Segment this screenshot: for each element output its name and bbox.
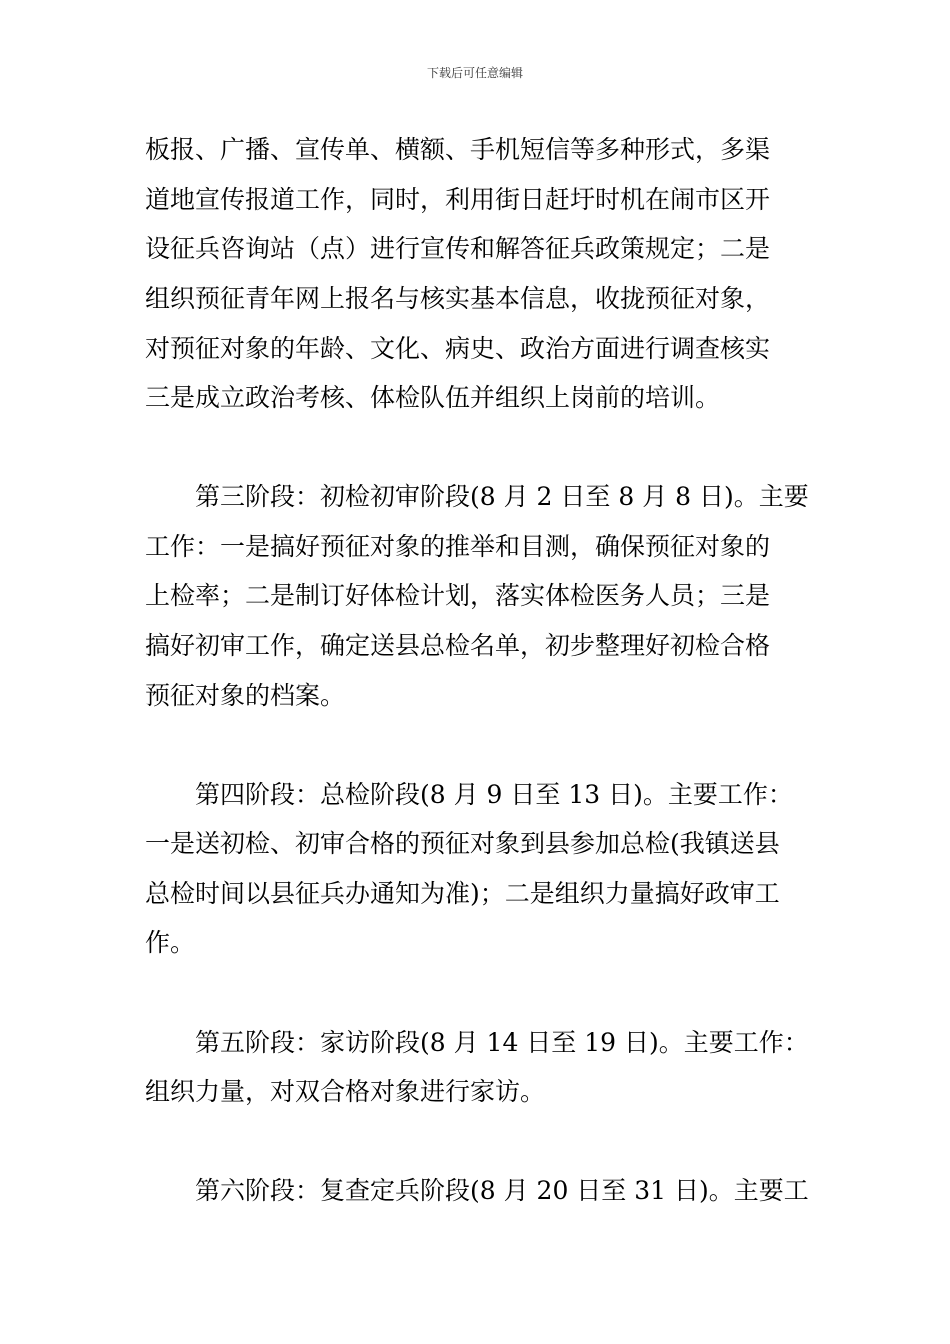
text-line: 板报、广播、宣传单、横额、手机短信等多种形式，多渠: [145, 135, 771, 164]
text-line: 组织预征青年网上报名与核实基本信息，收拢预征对象，: [145, 284, 771, 313]
text-line: 工作：一是搞好预征对象的推举和目测，确保预征对象的: [145, 532, 771, 561]
text-line: 道地宣传报道工作，同时，利用街日赶圩时机在闹市区开: [145, 185, 771, 214]
text-line: 对预征对象的年龄、文化、病史、政治方面进行调查核实: [145, 334, 771, 363]
text-line: 第四阶段：总检阶段(8 月 9 日至 13 日)。主要工作：: [195, 780, 793, 809]
page-header: 下载后可任意编辑: [426, 66, 523, 80]
text-line: 第五阶段：家访阶段(8 月 14 日至 19 日)。主要工作：: [195, 1028, 809, 1057]
text-line: 作。: [145, 928, 196, 957]
text-line: 第六阶段：复查定兵阶段(8 月 20 日至 31 日)。主要工: [195, 1176, 809, 1205]
text-line: 设征兵咨询站（点）进行宣传和解答征兵政策规定；二是: [145, 234, 771, 263]
text-line: 一是送初检、初审合格的预征对象到县参加总检(我镇送县: [145, 829, 780, 858]
text-line: 总检时间以县征兵办通知为准)；二是组织力量搞好政审工: [145, 879, 780, 908]
text-line: 预征对象的档案。: [145, 681, 346, 710]
text-line: 三是成立政治考核、体检队伍并组织上岗前的培训。: [145, 383, 721, 412]
text-line: 上检率；二是制订好体检计划，落实体检医务人员；三是: [145, 581, 771, 610]
text-line: 第三阶段：初检初审阶段(8 月 2 日至 8 月 8 日)。主要: [195, 482, 809, 511]
text-line: 搞好初审工作，确定送县总检名单，初步整理好初检合格: [145, 631, 771, 660]
text-line: 组织力量，对双合格对象进行家访。: [145, 1077, 546, 1106]
